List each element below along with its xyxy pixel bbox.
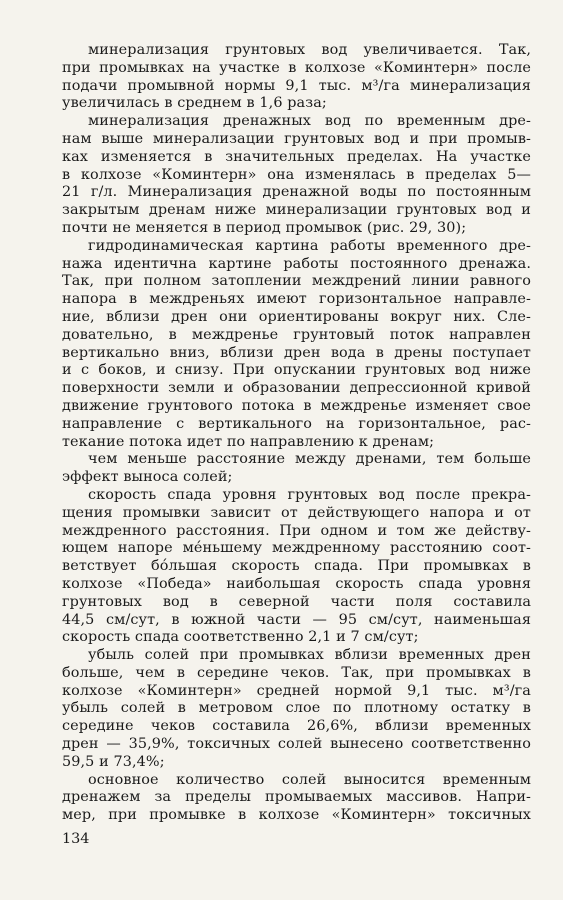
text-line: мер, при промывке в колхозе «Коминтерн» токсичных <box>62 807 531 824</box>
text-line: в колхозе «Коминтерн» она изменялась в пределах 5— <box>62 166 531 183</box>
text-line: убыль солей при промывках вблизи временных дрен <box>88 647 531 664</box>
text-line: 44,5 см/сут, в южной части — 95 см/сут, наименьшая <box>62 611 531 628</box>
text-line: скорость спада соответственно 2,1 и 7 см/сут; <box>62 629 419 646</box>
text-line: ющем напоре мéньшему междренному расстоянию соот- <box>62 540 531 557</box>
text-line: больше, чем в середине чеков. Так, при промывках в <box>62 664 531 681</box>
text-line: гидродинамическая картина работы временного дре- <box>88 237 531 254</box>
text-line: движение грунтового потока в междренье изменяет свое <box>62 397 531 414</box>
text-line: увеличилась в среднем в 1,6 раза; <box>62 95 327 112</box>
page-number: 134 <box>62 831 90 847</box>
text-line: колхозе «Победа» наибольшая скорость спада уровня <box>62 575 531 592</box>
text-line: почти не меняется в период промывок (рис. 29, 30); <box>62 219 467 236</box>
body-text <box>62 42 531 825</box>
text-line: подачи промывной нормы 9,1 тыс. м³/га минерализация <box>62 77 531 94</box>
text-line: скорость спада уровня грунтовых вод после прекра- <box>88 486 531 503</box>
text-line: напора в междреньях имеют горизонтальное направле- <box>62 291 531 308</box>
text-line: ние, вблизи дрен они ориентированы вокруг них. Сле- <box>62 308 531 325</box>
text-line: ветствует бóльшая скорость спада. При промывках в <box>62 558 531 575</box>
text-line: эффект выноса солей; <box>62 469 233 486</box>
text-line: дренажем за пределы промываемых массивов. Напри- <box>62 789 531 806</box>
text-line: колхозе «Коминтерн» средней нормой 9,1 тыс. м³/га <box>62 682 531 699</box>
text-line: щения промывки зависит от действующего напора и от <box>62 504 531 521</box>
text-line: середине чеков составила 26,6%, вблизи временных <box>62 718 531 735</box>
text-line: вертикально вниз, вблизи дрен вода в дрены поступает <box>62 344 531 361</box>
text-line: 21 г/л. Минерализация дренажной воды по постоянным <box>62 184 531 201</box>
text-line: дрен — 35,9%, токсичных солей вынесено соответственно <box>62 736 531 753</box>
text-line: убыль солей в метровом слое по плотному остатку в <box>62 700 531 717</box>
text-line: довательно, в междренье грунтовый поток направлен <box>62 326 531 343</box>
text-line: основное количество солей выносится временным <box>88 771 531 788</box>
text-line: направление с вертикального на горизонтальное, рас- <box>62 415 531 432</box>
text-line: текание потока идет по направлению к дренам; <box>62 433 435 450</box>
text-line: междренного расстояния. При одном и том же действу- <box>62 522 531 539</box>
text-line: поверхности земли и образовании депрессионной кривой <box>62 380 531 397</box>
text-line: минерализация грунтовых вод увеличивается. Так, <box>88 42 531 58</box>
text-line: нажа идентична картине работы постоянного дренажа. <box>62 255 531 272</box>
text-line: при промывках на участке в колхозе «Коминтерн» после <box>62 59 531 76</box>
text-line: нам выше минерализации грунтовых вод и при промыв- <box>62 130 531 147</box>
text-line: и с боков, и снизу. При опускании грунтовых вод ниже <box>62 362 531 379</box>
text-line: минерализация дренажных вод по временным дре- <box>88 113 531 130</box>
text-line: 59,5 и 73,4%; <box>62 753 165 770</box>
text-line: закрытым дренам ниже минерализации грунтовых вод и <box>62 202 531 219</box>
text-line: чем меньше расстояние между дренами, тем больше <box>88 451 531 468</box>
text-line: грунтовых вод в северной части поля составила <box>62 593 531 610</box>
text-line: ках изменяется в значительных пределах. На участке <box>62 148 531 165</box>
text-line: Так, при полном затоплении междрений линии равного <box>62 273 531 290</box>
